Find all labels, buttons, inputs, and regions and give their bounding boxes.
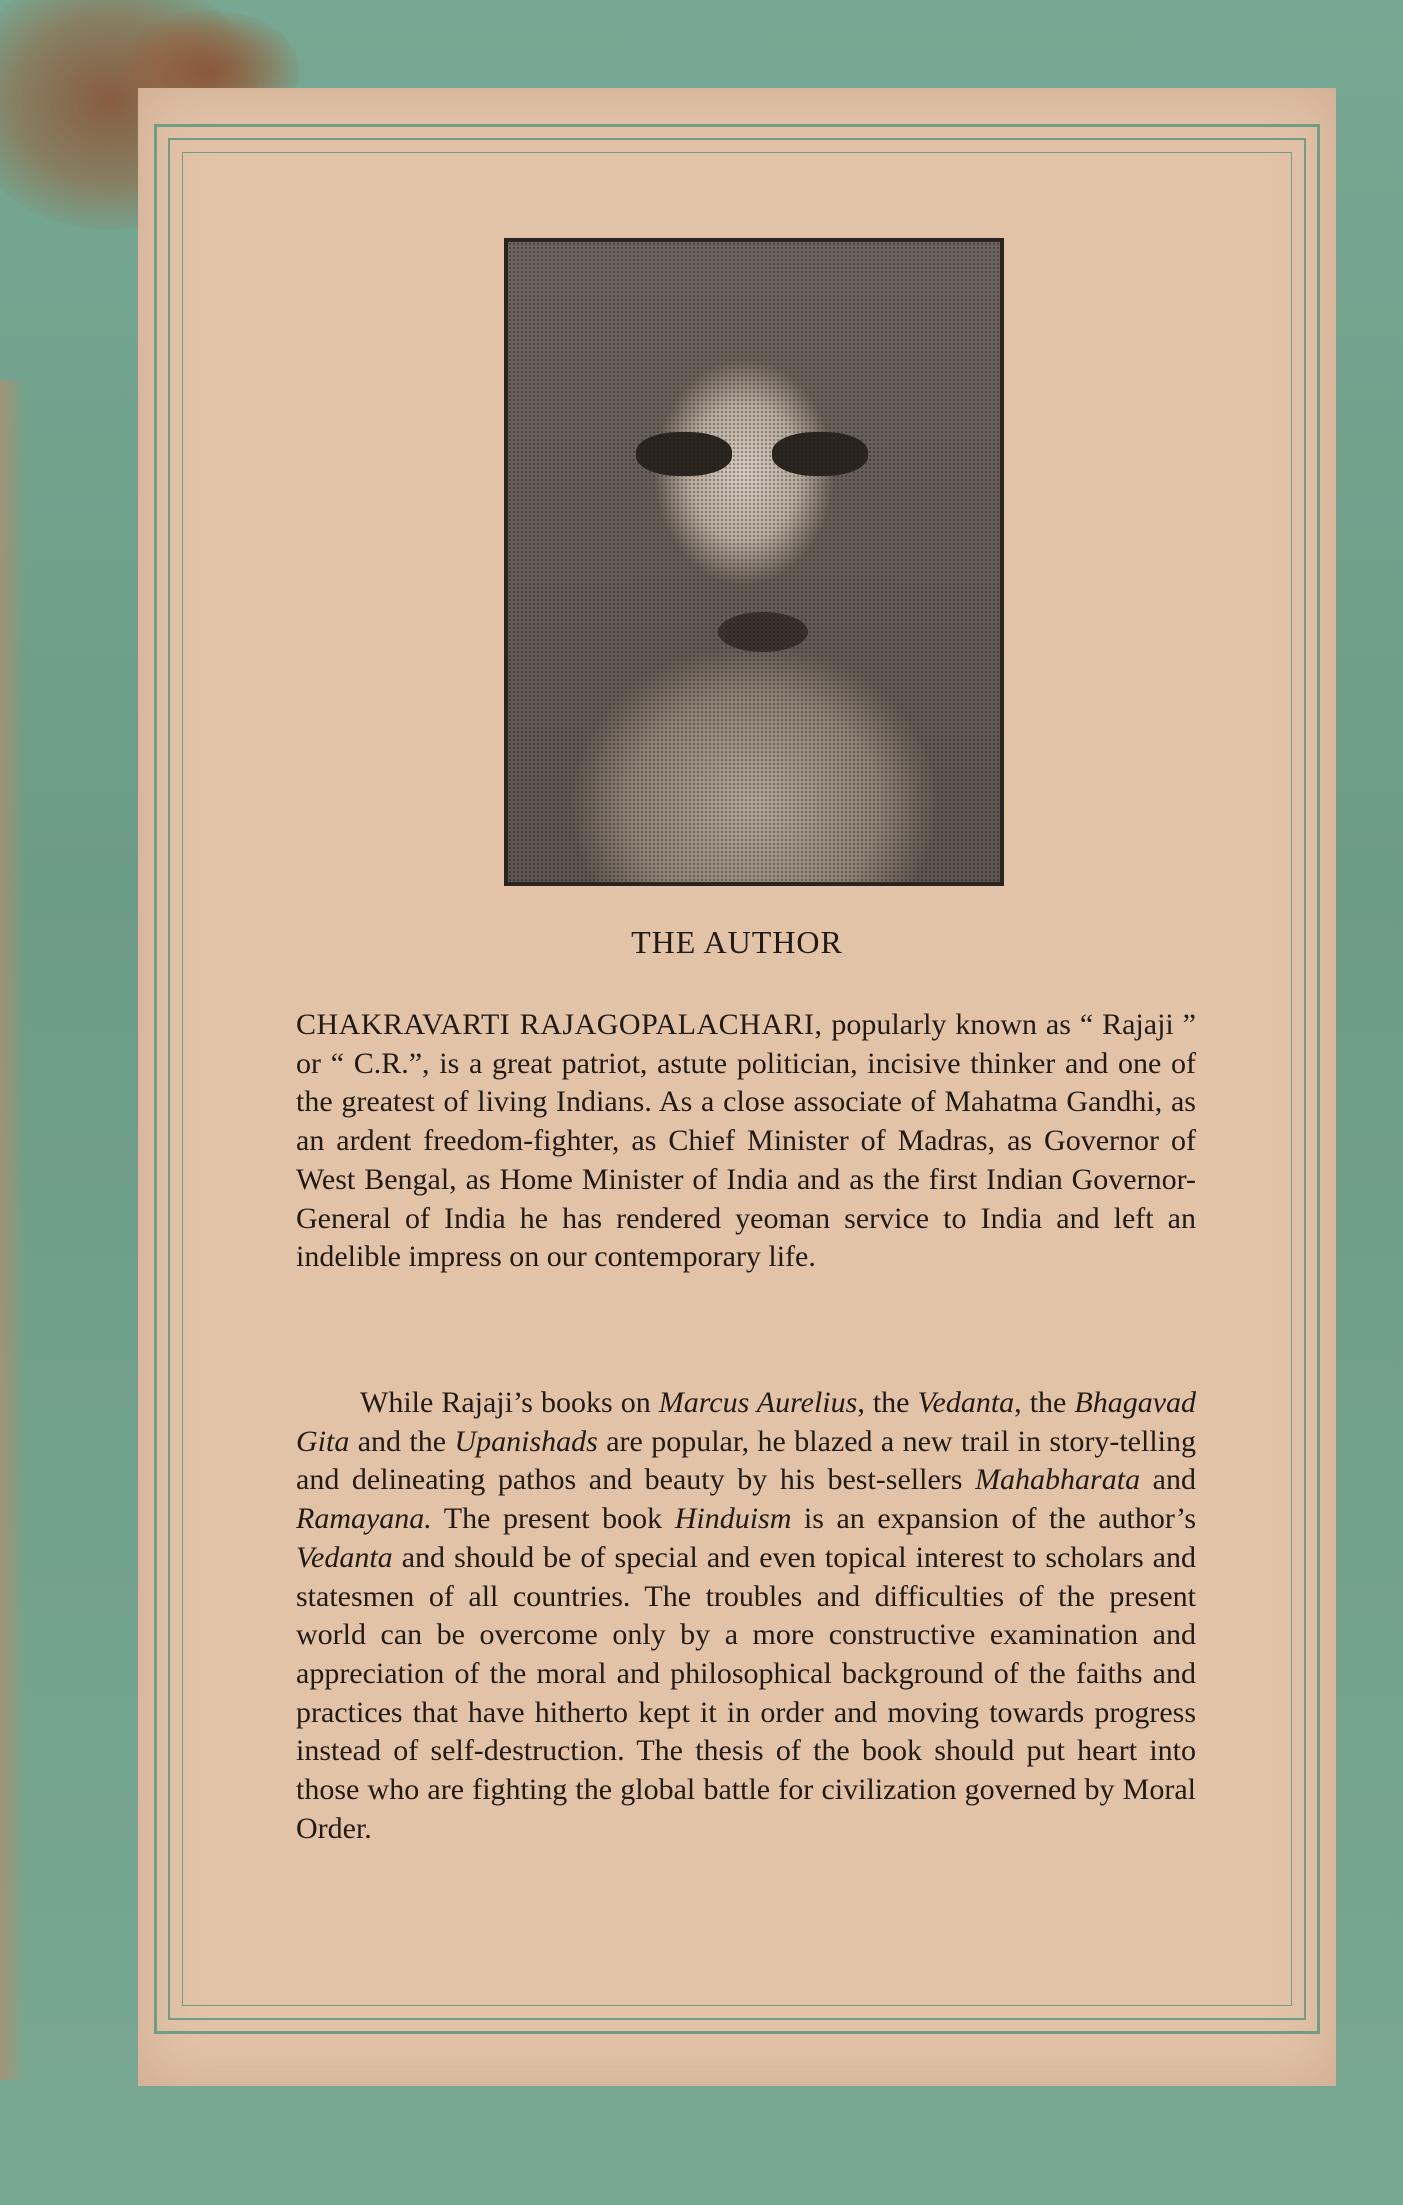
text-run: and the	[349, 1424, 455, 1458]
books-paragraph	[296, 1384, 1196, 1848]
text-run: is an expansion of the author’s	[791, 1502, 1196, 1536]
author-photo	[504, 238, 1004, 886]
text-run: and	[1140, 1463, 1196, 1497]
cream-panel	[138, 88, 1336, 2086]
author-bio-paragraph	[296, 1006, 1196, 1277]
book-title: Vedanta	[296, 1540, 393, 1574]
glasses-shape	[636, 432, 868, 482]
book-title: Vedanta	[917, 1386, 1015, 1419]
mouth-shape	[718, 612, 808, 652]
book-title: Upanishads	[454, 1424, 598, 1458]
text-run: , the	[1014, 1386, 1075, 1419]
worn-edge	[0, 380, 26, 2080]
author-name: CHAKRAVARTI RAJAGOPALACHARI,	[296, 1008, 823, 1041]
text-run: The present book	[431, 1502, 675, 1536]
bio-text: popularly known as “ Rajaji ” or “ C.R.”, is a great patriot, astute politician, incisive thinker and one of the greatest of living Indians. As a close associate of Mahatma Gandhi, as an ardent freedom-fighter, as Chief Minister of Madras, as Governor of West Bengal, as Home Minister of India and as the first Indian Governor-General of India he has rendered yeoman service to India and left an indelible impress on our contemporary life.	[296, 1008, 1196, 1274]
book-title: Hinduism	[674, 1502, 792, 1536]
text-run: and should be of special and even topical interest to scholars and statesmen of all countries. The troubles and difficulties of the present world can be overcome only by a more constructive examination and appreciation of the moral and philosophical background of the faiths and practices that have hitherto kept it in order and moving towards progress instead of self-destruction. The thesis of the book should put heart into those who are fighting the global battle for civilization governed by Moral Order.	[296, 1540, 1196, 1845]
book-title: Mahabharata	[975, 1463, 1141, 1497]
section-heading: THE AUTHOR	[631, 924, 843, 960]
text-run: While Rajaji’s books on	[360, 1386, 659, 1419]
book-title: Ramayana.	[296, 1502, 432, 1536]
book-title: Bhagavad Gita	[296, 1386, 1197, 1458]
book-title: Marcus Aurelius	[658, 1386, 858, 1419]
text-run: are popular, he blazed a new trail in story-telling and delineating pathos and beauty by his best-sellers	[296, 1424, 1197, 1497]
text-run: , the	[857, 1386, 918, 1419]
